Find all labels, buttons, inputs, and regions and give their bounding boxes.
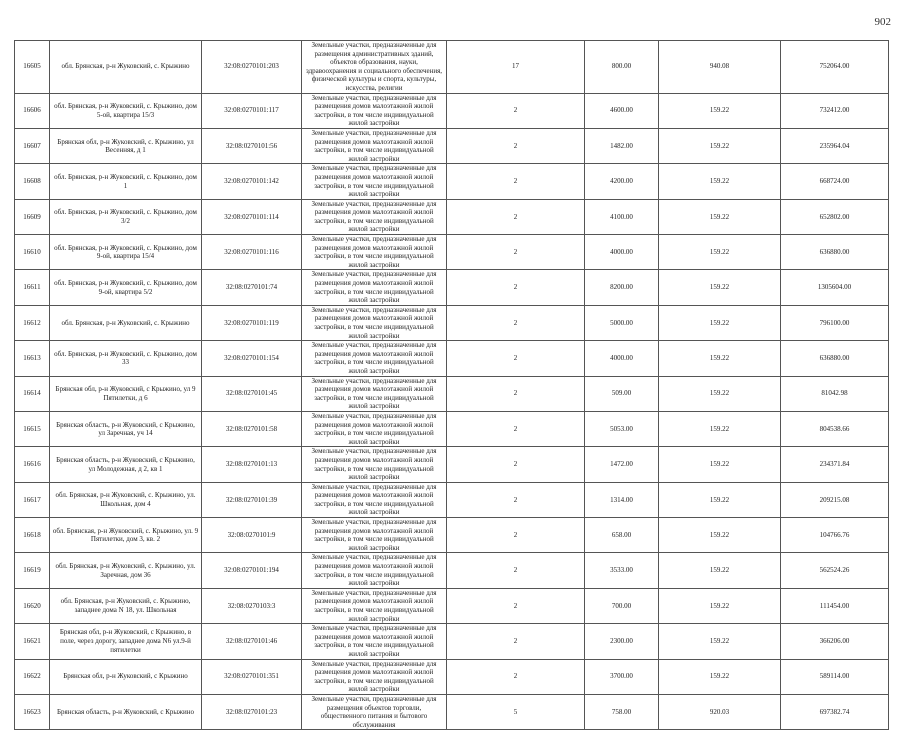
table-row [15, 659, 889, 694]
area-cell: 1472.00 [585, 447, 659, 482]
area-cell: 4000.00 [585, 235, 659, 270]
table-row [15, 305, 889, 340]
table-row [15, 376, 889, 411]
area-cell: 3700.00 [585, 659, 659, 694]
land-use-cell: Земельные участки, предназначенные для размещения домов малоэтажной жилой застройки, в том числе индивидуальной жилой застройки [302, 376, 447, 411]
area-cell: 1482.00 [585, 128, 659, 163]
group-code-cell: 2 [447, 482, 585, 517]
row-id-cell: 16606 [15, 93, 50, 128]
table-row [15, 518, 889, 553]
cadastral-number-cell: 32:08:0270101:194 [202, 553, 302, 588]
specific-value-cell: 159.22 [659, 447, 781, 482]
land-use-cell: Земельные участки, предназначенные для размещения домов малоэтажной жилой застройки, в том числе индивидуальной жилой застройки [302, 553, 447, 588]
address-cell: обл. Брянская, р-н Жуковский, с. Крыжино, ул. 9 Пятилетки, дом 3, кв. 2 [50, 518, 202, 553]
cadastral-value-cell: 81042.98 [781, 376, 889, 411]
cadastral-value-cell: 235964.04 [781, 128, 889, 163]
table-row [15, 270, 889, 305]
cadastral-value-cell: 234371.84 [781, 447, 889, 482]
address-cell: обл. Брянская, р-н Жуковский, с. Крыжино, дом 9-ой, квартира 5/2 [50, 270, 202, 305]
specific-value-cell: 159.22 [659, 659, 781, 694]
area-cell: 800.00 [585, 41, 659, 94]
table-row [15, 694, 889, 729]
group-code-cell: 2 [447, 341, 585, 376]
specific-value-cell: 940.08 [659, 41, 781, 94]
table-row [15, 199, 889, 234]
group-code-cell: 2 [447, 553, 585, 588]
row-id-cell: 16613 [15, 341, 50, 376]
area-cell: 4000.00 [585, 341, 659, 376]
group-code-cell: 17 [447, 41, 585, 94]
land-use-cell: Земельные участки, предназначенные для размещения домов малоэтажной жилой застройки, в том числе индивидуальной жилой застройки [302, 659, 447, 694]
specific-value-cell: 159.22 [659, 270, 781, 305]
group-code-cell: 2 [447, 376, 585, 411]
row-id-cell: 16605 [15, 41, 50, 94]
address-cell: обл. Брянская, р-н Жуковский, с. Крыжино, дом 1 [50, 164, 202, 199]
row-id-cell: 16612 [15, 305, 50, 340]
group-code-cell: 2 [447, 624, 585, 659]
page-number: 902 [874, 16, 891, 28]
table-row [15, 235, 889, 270]
address-cell: обл. Брянская, р-н Жуковский, с. Крыжино [50, 305, 202, 340]
address-cell: обл. Брянская, р-н Жуковский, с. Крыжино, западнее дома N 18, ул. Школьная [50, 588, 202, 623]
land-use-cell: Земельные участки, предназначенные для размещения объектов торговли, общественного питания и бытового обслуживания [302, 694, 447, 729]
table-row [15, 411, 889, 446]
area-cell: 700.00 [585, 588, 659, 623]
cadastral-number-cell: 32:08:0270101:114 [202, 199, 302, 234]
group-code-cell: 2 [447, 199, 585, 234]
cadastral-value-cell: 1305604.00 [781, 270, 889, 305]
land-use-cell: Земельные участки, предназначенные для размещения домов малоэтажной жилой застройки, в том числе индивидуальной жилой застройки [302, 93, 447, 128]
table-row [15, 624, 889, 659]
address-cell: обл. Брянская, р-н Жуковский, с. Крыжино, дом 9-ой, квартира 15/4 [50, 235, 202, 270]
cadastral-number-cell: 32:08:0270101:119 [202, 305, 302, 340]
group-code-cell: 2 [447, 447, 585, 482]
specific-value-cell: 920.03 [659, 694, 781, 729]
specific-value-cell: 159.22 [659, 341, 781, 376]
table-row [15, 93, 889, 128]
land-use-cell: Земельные участки, предназначенные для размещения домов малоэтажной жилой застройки, в том числе индивидуальной жилой застройки [302, 305, 447, 340]
area-cell: 1314.00 [585, 482, 659, 517]
cadastral-value-cell: 562524.26 [781, 553, 889, 588]
cadastral-value-cell: 636880.00 [781, 341, 889, 376]
row-id-cell: 16621 [15, 624, 50, 659]
area-cell: 509.00 [585, 376, 659, 411]
group-code-cell: 2 [447, 235, 585, 270]
cadastral-number-cell: 32:08:0270103:3 [202, 588, 302, 623]
cadastral-number-cell: 32:08:0270101:39 [202, 482, 302, 517]
cadastral-value-cell: 732412.00 [781, 93, 889, 128]
cadastral-number-cell: 32:08:0270101:56 [202, 128, 302, 163]
land-use-cell: Земельные участки, предназначенные для размещения административных зданий, объектов образования, науки, здравоохранения и социального обеспечения, физической культуры и спорта, культуры, искусства, религии [302, 41, 447, 94]
specific-value-cell: 159.22 [659, 93, 781, 128]
cadastral-number-cell: 32:08:0270101:351 [202, 659, 302, 694]
specific-value-cell: 159.22 [659, 164, 781, 199]
row-id-cell: 16608 [15, 164, 50, 199]
row-id-cell: 16607 [15, 128, 50, 163]
group-code-cell: 2 [447, 588, 585, 623]
specific-value-cell: 159.22 [659, 305, 781, 340]
address-cell: Брянская область, р-н Жуковский, с Крыжино, ул Молодежная, д 2, кв 1 [50, 447, 202, 482]
land-use-cell: Земельные участки, предназначенные для размещения домов малоэтажной жилой застройки, в том числе индивидуальной жилой застройки [302, 482, 447, 517]
group-code-cell: 2 [447, 305, 585, 340]
group-code-cell: 2 [447, 93, 585, 128]
cadastral-number-cell: 32:08:0270101:117 [202, 93, 302, 128]
land-registry-table [14, 40, 889, 730]
row-id-cell: 16623 [15, 694, 50, 729]
land-use-cell: Земельные участки, предназначенные для размещения домов малоэтажной жилой застройки, в том числе индивидуальной жилой застройки [302, 270, 447, 305]
land-use-cell: Земельные участки, предназначенные для размещения домов малоэтажной жилой застройки, в том числе индивидуальной жилой застройки [302, 341, 447, 376]
table-row [15, 41, 889, 94]
table-row [15, 588, 889, 623]
address-cell: Брянская обл, р-н Жуковский, с Крыжино [50, 659, 202, 694]
row-id-cell: 16619 [15, 553, 50, 588]
specific-value-cell: 159.22 [659, 518, 781, 553]
area-cell: 758.00 [585, 694, 659, 729]
cadastral-value-cell: 111454.00 [781, 588, 889, 623]
specific-value-cell: 159.22 [659, 482, 781, 517]
area-cell: 5053.00 [585, 411, 659, 446]
address-cell: Брянская обл, р-н Жуковский, с. Крыжино, ул Весенняя, д 1 [50, 128, 202, 163]
group-code-cell: 2 [447, 164, 585, 199]
cadastral-number-cell: 32:08:0270101:74 [202, 270, 302, 305]
cadastral-value-cell: 804538.66 [781, 411, 889, 446]
cadastral-number-cell: 32:08:0270101:45 [202, 376, 302, 411]
cadastral-value-cell: 668724.00 [781, 164, 889, 199]
land-use-cell: Земельные участки, предназначенные для размещения домов малоэтажной жилой застройки, в том числе индивидуальной жилой застройки [302, 199, 447, 234]
row-id-cell: 16610 [15, 235, 50, 270]
row-id-cell: 16616 [15, 447, 50, 482]
table-row [15, 128, 889, 163]
land-use-cell: Земельные участки, предназначенные для размещения домов малоэтажной жилой застройки, в том числе индивидуальной жилой застройки [302, 411, 447, 446]
group-code-cell: 5 [447, 694, 585, 729]
table-row [15, 341, 889, 376]
cadastral-value-cell: 589114.00 [781, 659, 889, 694]
address-cell: Брянская обл, р-н Жуковский, с Крыжино, в поле, через дорогу, западнее дома N6 ул.9-й пятилетки [50, 624, 202, 659]
cadastral-value-cell: 209215.08 [781, 482, 889, 517]
cadastral-value-cell: 652802.00 [781, 199, 889, 234]
area-cell: 8200.00 [585, 270, 659, 305]
area-cell: 4600.00 [585, 93, 659, 128]
table-row [15, 482, 889, 517]
table-row [15, 447, 889, 482]
land-use-cell: Земельные участки, предназначенные для размещения домов малоэтажной жилой застройки, в том числе индивидуальной жилой застройки [302, 624, 447, 659]
table-row [15, 553, 889, 588]
group-code-cell: 2 [447, 411, 585, 446]
specific-value-cell: 159.22 [659, 553, 781, 588]
row-id-cell: 16622 [15, 659, 50, 694]
address-cell: обл. Брянская, р-н Жуковский, с. Крыжино, дом 5-ой, квартира 15/3 [50, 93, 202, 128]
land-use-cell: Земельные участки, предназначенные для размещения домов малоэтажной жилой застройки, в том числе индивидуальной жилой застройки [302, 235, 447, 270]
group-code-cell: 2 [447, 659, 585, 694]
specific-value-cell: 159.22 [659, 588, 781, 623]
area-cell: 3533.00 [585, 553, 659, 588]
row-id-cell: 16618 [15, 518, 50, 553]
address-cell: Брянская область, р-н Жуковский, с Крыжино [50, 694, 202, 729]
cadastral-number-cell: 32:08:0270101:116 [202, 235, 302, 270]
address-cell: обл. Брянская, р-н Жуковский, с. Крыжино, ул. Школьная, дом 4 [50, 482, 202, 517]
specific-value-cell: 159.22 [659, 128, 781, 163]
specific-value-cell: 159.22 [659, 624, 781, 659]
row-id-cell: 16614 [15, 376, 50, 411]
group-code-cell: 2 [447, 128, 585, 163]
row-id-cell: 16620 [15, 588, 50, 623]
land-use-cell: Земельные участки, предназначенные для размещения домов малоэтажной жилой застройки, в том числе индивидуальной жилой застройки [302, 518, 447, 553]
cadastral-value-cell: 636880.00 [781, 235, 889, 270]
cadastral-value-cell: 366206.00 [781, 624, 889, 659]
cadastral-number-cell: 32:08:0270101:13 [202, 447, 302, 482]
specific-value-cell: 159.22 [659, 235, 781, 270]
cadastral-number-cell: 32:08:0270101:23 [202, 694, 302, 729]
address-cell: обл. Брянская, р-н Жуковский, с. Крыжино, дом 3/2 [50, 199, 202, 234]
table-row [15, 164, 889, 199]
land-use-cell: Земельные участки, предназначенные для размещения домов малоэтажной жилой застройки, в том числе индивидуальной жилой застройки [302, 128, 447, 163]
cadastral-number-cell: 32:08:0270101:154 [202, 341, 302, 376]
cadastral-number-cell: 32:08:0270101:9 [202, 518, 302, 553]
area-cell: 658.00 [585, 518, 659, 553]
specific-value-cell: 159.22 [659, 411, 781, 446]
row-id-cell: 16615 [15, 411, 50, 446]
area-cell: 4200.00 [585, 164, 659, 199]
cadastral-value-cell: 104766.76 [781, 518, 889, 553]
cadastral-number-cell: 32:08:0270101:203 [202, 41, 302, 94]
row-id-cell: 16611 [15, 270, 50, 305]
area-cell: 4100.00 [585, 199, 659, 234]
cadastral-value-cell: 697382.74 [781, 694, 889, 729]
cadastral-value-cell: 796100.00 [781, 305, 889, 340]
land-use-cell: Земельные участки, предназначенные для размещения домов малоэтажной жилой застройки, в том числе индивидуальной жилой застройки [302, 588, 447, 623]
cadastral-number-cell: 32:08:0270101:46 [202, 624, 302, 659]
table-body [15, 41, 889, 730]
land-use-cell: Земельные участки, предназначенные для размещения домов малоэтажной жилой застройки, в том числе индивидуальной жилой застройки [302, 447, 447, 482]
area-cell: 5000.00 [585, 305, 659, 340]
row-id-cell: 16617 [15, 482, 50, 517]
specific-value-cell: 159.22 [659, 376, 781, 411]
specific-value-cell: 159.22 [659, 199, 781, 234]
address-cell: Брянская обл, р-н Жуковский, с Крыжино, ул 9 Пятилетки, д 6 [50, 376, 202, 411]
group-code-cell: 2 [447, 518, 585, 553]
area-cell: 2300.00 [585, 624, 659, 659]
address-cell: обл. Брянская, р-н Жуковский, с. Крыжино, дом 33 [50, 341, 202, 376]
address-cell: обл. Брянская, р-н Жуковский, с. Крыжино [50, 41, 202, 94]
address-cell: Брянская область, р-н Жуковский, с Крыжино, ул Заречная, уч 14 [50, 411, 202, 446]
address-cell: обл. Брянская, р-н Жуковский, с. Крыжино, ул. Заречная, дом 36 [50, 553, 202, 588]
land-use-cell: Земельные участки, предназначенные для размещения домов малоэтажной жилой застройки, в том числе индивидуальной жилой застройки [302, 164, 447, 199]
row-id-cell: 16609 [15, 199, 50, 234]
cadastral-value-cell: 752064.00 [781, 41, 889, 94]
cadastral-number-cell: 32:08:0270101:58 [202, 411, 302, 446]
cadastral-number-cell: 32:08:0270101:142 [202, 164, 302, 199]
group-code-cell: 2 [447, 270, 585, 305]
